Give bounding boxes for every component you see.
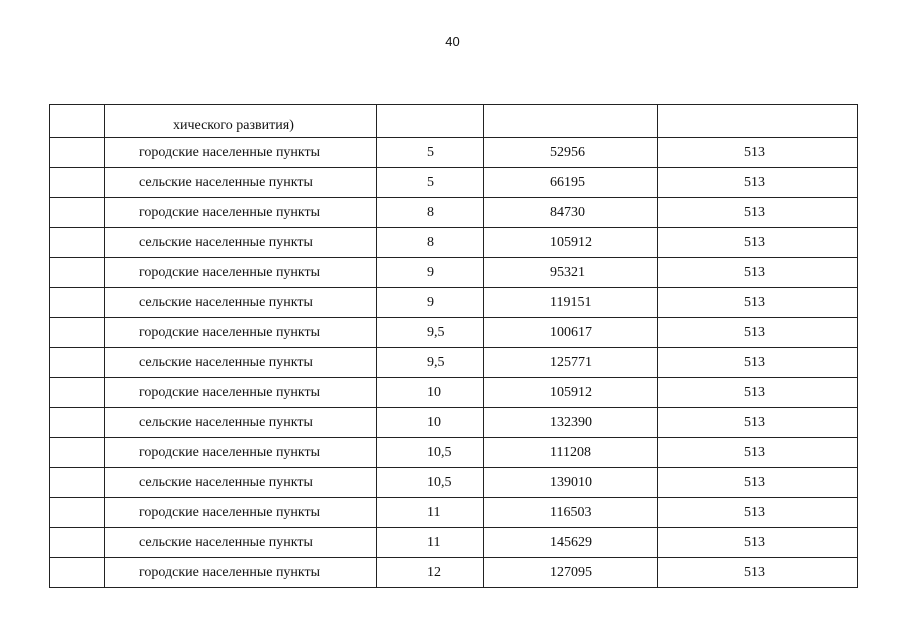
index-cell bbox=[50, 318, 105, 348]
table-row bbox=[50, 498, 858, 528]
value-b-cell: 84730 bbox=[484, 198, 658, 228]
table-row bbox=[50, 558, 858, 588]
value-a-cell: 9 bbox=[377, 288, 484, 318]
value-b-cell: 127095 bbox=[484, 558, 658, 588]
value-b-cell: 105912 bbox=[484, 378, 658, 408]
empty-cell bbox=[377, 105, 484, 138]
value-a-cell: 10 bbox=[377, 378, 484, 408]
settlement-type-cell: городские населенные пункты bbox=[105, 558, 377, 588]
settlement-type-cell: сельские населенные пункты bbox=[105, 228, 377, 258]
value-b-cell: 100617 bbox=[484, 318, 658, 348]
settlement-type-cell: сельские населенные пункты bbox=[105, 408, 377, 438]
table-row bbox=[50, 438, 858, 468]
table-row bbox=[50, 408, 858, 438]
settlement-type-cell: городские населенные пункты bbox=[105, 378, 377, 408]
value-c-cell: 513 bbox=[658, 498, 858, 528]
settlement-type-cell: сельские населенные пункты bbox=[105, 528, 377, 558]
index-cell bbox=[50, 438, 105, 468]
table-row bbox=[50, 528, 858, 558]
value-c-cell: 513 bbox=[658, 468, 858, 498]
settlement-type-cell: сельские населенные пункты bbox=[105, 468, 377, 498]
value-c-cell: 513 bbox=[658, 438, 858, 468]
empty-cell bbox=[658, 105, 858, 138]
index-cell bbox=[50, 528, 105, 558]
value-b-cell: 105912 bbox=[484, 228, 658, 258]
value-b-cell: 125771 bbox=[484, 348, 658, 378]
table-header-continuation-row bbox=[50, 105, 858, 138]
value-c-cell: 513 bbox=[658, 258, 858, 288]
settlement-type-cell: городские населенные пункты bbox=[105, 138, 377, 168]
settlement-type-cell: сельские населенные пункты bbox=[105, 288, 377, 318]
settlement-type-cell: сельские населенные пункты bbox=[105, 168, 377, 198]
settlement-type-cell: городские населенные пункты bbox=[105, 318, 377, 348]
value-b-cell: 132390 bbox=[484, 408, 658, 438]
value-c-cell: 513 bbox=[658, 288, 858, 318]
table-row bbox=[50, 228, 858, 258]
header-continuation-text: хического развития) bbox=[105, 105, 377, 138]
index-cell bbox=[50, 138, 105, 168]
value-a-cell: 10,5 bbox=[377, 468, 484, 498]
value-a-cell: 10,5 bbox=[377, 438, 484, 468]
index-cell bbox=[50, 468, 105, 498]
value-a-cell: 8 bbox=[377, 228, 484, 258]
table-row bbox=[50, 378, 858, 408]
table-row bbox=[50, 138, 858, 168]
value-c-cell: 513 bbox=[658, 408, 858, 438]
index-cell bbox=[50, 198, 105, 228]
index-cell bbox=[50, 228, 105, 258]
value-b-cell: 116503 bbox=[484, 498, 658, 528]
value-b-cell: 139010 bbox=[484, 468, 658, 498]
settlement-type-cell: городские населенные пункты bbox=[105, 498, 377, 528]
value-a-cell: 11 bbox=[377, 498, 484, 528]
index-cell bbox=[50, 498, 105, 528]
value-a-cell: 5 bbox=[377, 168, 484, 198]
value-a-cell: 5 bbox=[377, 138, 484, 168]
value-a-cell: 9 bbox=[377, 258, 484, 288]
settlement-type-cell: сельские населенные пункты bbox=[105, 348, 377, 378]
index-cell bbox=[50, 168, 105, 198]
index-cell bbox=[50, 258, 105, 288]
data-table bbox=[49, 104, 858, 588]
value-a-cell: 10 bbox=[377, 408, 484, 438]
value-c-cell: 513 bbox=[658, 348, 858, 378]
value-c-cell: 513 bbox=[658, 168, 858, 198]
table-row bbox=[50, 348, 858, 378]
value-b-cell: 145629 bbox=[484, 528, 658, 558]
settlement-type-cell: городские населенные пункты bbox=[105, 258, 377, 288]
index-cell bbox=[50, 348, 105, 378]
value-b-cell: 52956 bbox=[484, 138, 658, 168]
value-c-cell: 513 bbox=[658, 318, 858, 348]
index-cell bbox=[50, 408, 105, 438]
value-c-cell: 513 bbox=[658, 228, 858, 258]
table-body bbox=[50, 105, 858, 588]
value-a-cell: 9,5 bbox=[377, 318, 484, 348]
value-b-cell: 111208 bbox=[484, 438, 658, 468]
value-a-cell: 9,5 bbox=[377, 348, 484, 378]
index-cell bbox=[50, 105, 105, 138]
value-b-cell: 119151 bbox=[484, 288, 658, 318]
table-row bbox=[50, 258, 858, 288]
index-cell bbox=[50, 288, 105, 318]
value-c-cell: 513 bbox=[658, 558, 858, 588]
value-a-cell: 12 bbox=[377, 558, 484, 588]
index-cell bbox=[50, 378, 105, 408]
value-c-cell: 513 bbox=[658, 198, 858, 228]
value-c-cell: 513 bbox=[658, 528, 858, 558]
settlement-type-cell: городские населенные пункты bbox=[105, 438, 377, 468]
value-a-cell: 8 bbox=[377, 198, 484, 228]
empty-cell bbox=[484, 105, 658, 138]
table-row bbox=[50, 288, 858, 318]
settlement-type-cell: городские населенные пункты bbox=[105, 198, 377, 228]
index-cell bbox=[50, 558, 105, 588]
value-b-cell: 95321 bbox=[484, 258, 658, 288]
table-row bbox=[50, 168, 858, 198]
page-number: 40 bbox=[445, 34, 460, 49]
value-c-cell: 513 bbox=[658, 378, 858, 408]
value-a-cell: 11 bbox=[377, 528, 484, 558]
value-b-cell: 66195 bbox=[484, 168, 658, 198]
table-row bbox=[50, 318, 858, 348]
value-c-cell: 513 bbox=[658, 138, 858, 168]
table-row bbox=[50, 198, 858, 228]
table-row bbox=[50, 468, 858, 498]
